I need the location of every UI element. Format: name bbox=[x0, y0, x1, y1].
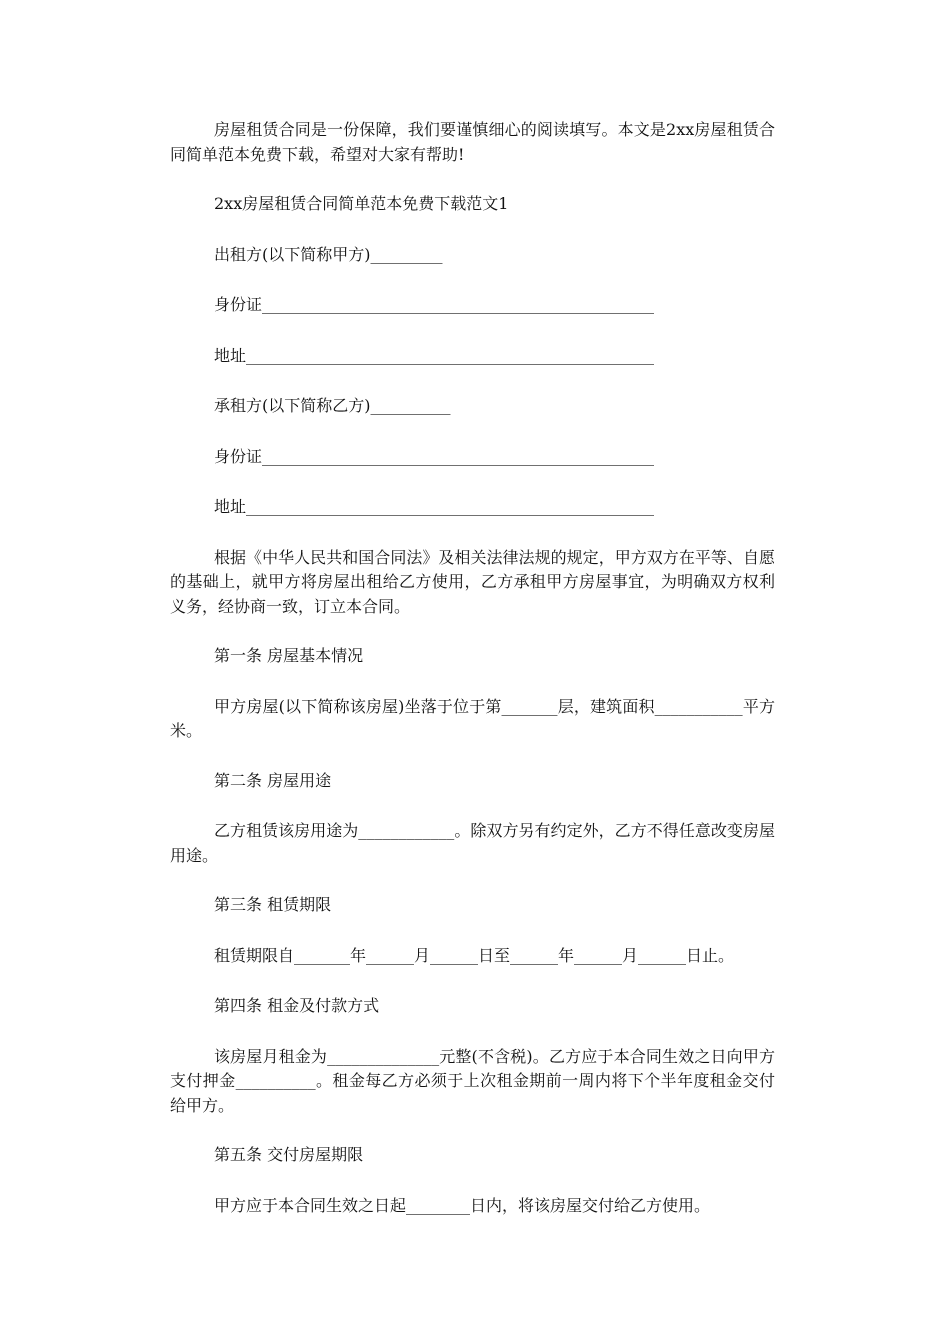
article-4-body: 该房屋月租金为______________元整(不含税)。乙方应于本合同生效之日向甲方支付押金__________。租金每乙方必须于上次租金期前一周内将下个半年度租金交付给甲方。 bbox=[170, 1046, 775, 1115]
article-3-heading: 第三条 租赁期限 bbox=[214, 895, 332, 914]
document-body bbox=[170, 118, 775, 1244]
preamble-paragraph: 根据《中华人民共和国合同法》及相关法律法规的规定，甲方双方在平等、自愿的基础上，就甲方将房屋出租给乙方使用，乙方承租甲方房屋事宜，为明确双方权利义务，经协商一致，订立本合同。 bbox=[170, 547, 775, 616]
lessor-id-field: 身份证_________________________________________________ bbox=[214, 295, 655, 314]
article-4-heading: 第四条 租金及付款方式 bbox=[214, 996, 380, 1015]
lessor-field: 出租方(以下简称甲方)_________ bbox=[214, 244, 443, 264]
article-1-body: 甲方房屋(以下简称该房屋)坐落于位于第_______层，建筑面积___________平方米。 bbox=[170, 696, 775, 740]
lessee-address-field: 地址___________________________________________________ bbox=[214, 497, 655, 516]
article-5-heading: 第五条 交付房屋期限 bbox=[214, 1145, 364, 1164]
article-1-heading: 第一条 房屋基本情况 bbox=[214, 646, 364, 665]
document-title: 2xx房屋租赁合同简单范本免费下载范文1 bbox=[214, 194, 509, 213]
article-5-body: 甲方应于本合同生效之日起________日内，将该房屋交付给乙方使用。 bbox=[214, 1195, 711, 1215]
article-2-heading: 第二条 房屋用途 bbox=[214, 770, 332, 790]
intro-paragraph: 房屋租赁合同是一份保障，我们要谨慎细心的阅读填写。本文是2xx房屋租赁合同简单范本免费下载，希望对大家有帮助! bbox=[170, 120, 775, 164]
lessor-address-field: 地址___________________________________________________ bbox=[214, 345, 655, 365]
lessee-id-field: 身份证_________________________________________________ bbox=[214, 446, 655, 466]
article-3-body: 租赁期限自_______年______月______日至______年______月______日止。 bbox=[214, 945, 735, 965]
lessee-field: 承租方(以下简称乙方)__________ bbox=[214, 396, 451, 415]
article-2-body: 乙方租赁该房用途为____________。除双方另有约定外，乙方不得任意改变房屋用途。 bbox=[170, 821, 775, 865]
